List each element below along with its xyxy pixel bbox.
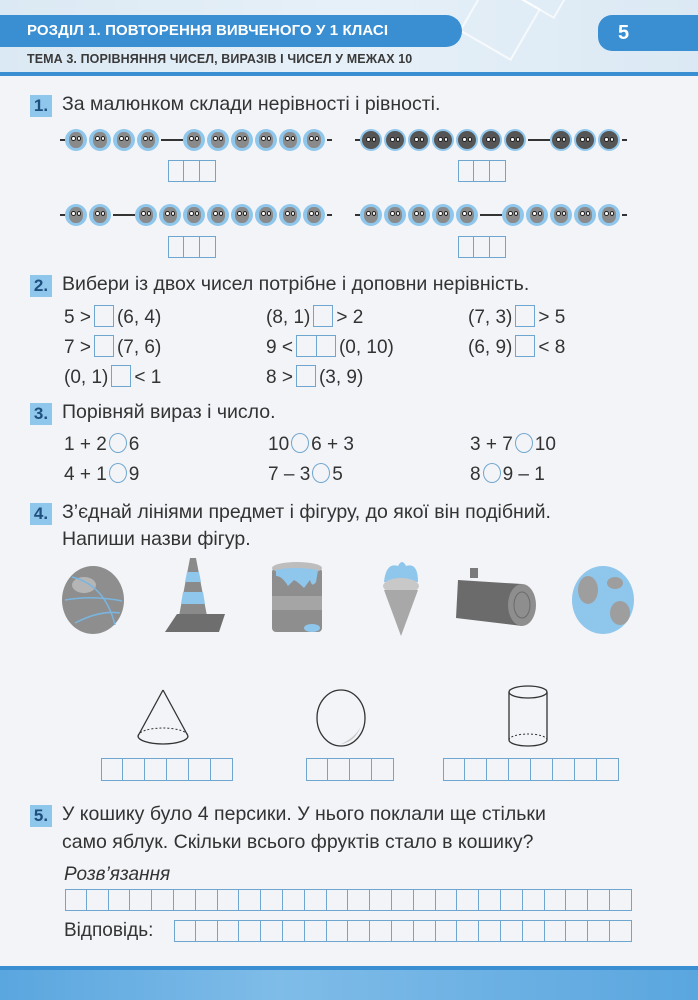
log-icon[interactable] [452, 568, 542, 628]
wire [327, 214, 332, 216]
bead-icon [480, 129, 502, 151]
grid-cell[interactable] [501, 889, 523, 911]
comparison-left: 8 [470, 464, 481, 485]
grid-cell[interactable] [348, 889, 370, 911]
grid-cell[interactable] [261, 920, 283, 942]
grid-cell[interactable] [200, 160, 216, 182]
inequality-left: (7, 3) [468, 307, 513, 328]
bead-icon [65, 204, 87, 226]
inequality-right: (3, 9) [318, 367, 364, 388]
task3-instruction: Порівняй вираз і число. [62, 401, 276, 423]
task-number-badge: 5. [30, 805, 52, 827]
bead-icon [574, 204, 596, 226]
compare-circle[interactable] [312, 463, 330, 483]
bead-icon [502, 204, 524, 226]
bead-icon [526, 204, 548, 226]
grid-cell[interactable] [130, 889, 152, 911]
grid-cell[interactable] [218, 920, 240, 942]
grid-cell[interactable] [168, 160, 184, 182]
paint-can-icon[interactable] [268, 558, 328, 636]
wire [528, 139, 550, 141]
grid-cell[interactable] [174, 889, 196, 911]
bead-icon [183, 129, 205, 151]
bead-string [355, 129, 627, 151]
comparison-right: 5 [332, 464, 343, 485]
grid-cell[interactable] [184, 160, 200, 182]
compare-circle[interactable] [483, 463, 501, 483]
comparison-left: 1 + 2 [64, 434, 107, 455]
bead-icon [550, 204, 572, 226]
grid-cell[interactable] [610, 920, 632, 942]
inequality-item [64, 335, 161, 359]
bead-icon [550, 129, 572, 151]
grid-cell[interactable] [392, 889, 414, 911]
answer-cells[interactable] [458, 160, 506, 182]
grid-cell[interactable] [465, 758, 487, 781]
wire [622, 214, 627, 216]
bead-icon [598, 204, 620, 226]
comparison-right: 9 [128, 464, 140, 485]
grid-cell[interactable] [436, 889, 458, 911]
grid-cell[interactable] [545, 920, 567, 942]
solution-label: Розв’язання [64, 864, 171, 885]
task5-problem-line2: само яблук. Скільки всього фруктів стало в кошику? [62, 831, 534, 853]
inequality-left: (8, 1) [266, 307, 311, 328]
bead-icon [408, 129, 430, 151]
ice-cream-cone-icon[interactable] [376, 558, 426, 638]
grid-cell[interactable] [123, 758, 145, 781]
grid-cell[interactable] [196, 920, 218, 942]
grid-cell[interactable] [328, 758, 350, 781]
compare-circle[interactable] [291, 433, 309, 453]
compare-circle[interactable] [515, 433, 533, 453]
bead-icon [279, 129, 301, 151]
inequality-right: < 1 [134, 367, 162, 388]
answer-grid[interactable] [174, 920, 632, 942]
comparison-item [470, 433, 556, 456]
inequality-left: 7 > [64, 337, 91, 358]
bead-icon [207, 204, 229, 226]
bead-icon [159, 204, 181, 226]
bead-icon [255, 204, 277, 226]
inequality-item [266, 335, 394, 359]
sphere-name-cells[interactable] [306, 758, 394, 781]
bead-icon [89, 204, 111, 226]
grid-cell[interactable] [196, 889, 218, 911]
grid-cell[interactable] [487, 758, 509, 781]
bead-icon [231, 129, 253, 151]
grid-cell[interactable] [101, 758, 123, 781]
grid-cell[interactable] [610, 889, 632, 911]
grid-cell[interactable] [479, 889, 501, 911]
comparison-left: 3 + 7 [470, 434, 513, 455]
bead-icon [360, 204, 382, 226]
grid-cell[interactable] [370, 920, 392, 942]
grid-cell[interactable] [490, 236, 506, 258]
bead-icon [456, 129, 478, 151]
wire [327, 139, 332, 141]
comparison-right: 6 [128, 434, 140, 455]
inequality-left: 8 > [266, 367, 293, 388]
grid-cell[interactable] [239, 889, 261, 911]
task-number-badge: 4. [30, 503, 52, 525]
comparison-item [64, 433, 139, 456]
task4-instruction-line1: З’єднай лініями предмет і фігуру, до якої він подібний. [62, 501, 551, 523]
comparison-item [64, 463, 139, 486]
answer-box[interactable] [111, 365, 131, 387]
grid-cell[interactable] [87, 889, 109, 911]
grid-cell[interactable] [184, 236, 200, 258]
answer-box[interactable] [94, 305, 114, 327]
grid-cell[interactable] [458, 160, 474, 182]
cone-shape[interactable] [135, 688, 191, 750]
topic-title: ТЕМА 3. ПОРІВНЯННЯ ЧИСЕЛ, ВИРАЗІВ І ЧИСЕЛ У МЕЖАХ 10 [27, 52, 413, 66]
inequality-item [468, 335, 565, 359]
grid-cell[interactable] [370, 889, 392, 911]
inequality-left: 5 > [64, 307, 91, 328]
bead-icon [504, 129, 526, 151]
compare-circle[interactable] [109, 463, 127, 483]
cone-name-cells[interactable] [101, 758, 233, 781]
task-number-badge: 2. [30, 275, 52, 297]
grid-cell[interactable] [474, 236, 490, 258]
comparison-item [268, 433, 354, 456]
chapter-title: РОЗДІЛ 1. ПОВТОРЕННЯ ВИВЧЕНОГО У 1 КЛАСІ [0, 15, 462, 47]
bead-icon [137, 129, 159, 151]
header-divider [0, 72, 698, 76]
bead-icon [598, 129, 620, 151]
grid-cell[interactable] [200, 236, 216, 258]
grid-cell[interactable] [327, 920, 349, 942]
compare-circle[interactable] [109, 433, 127, 453]
inequality-right: > 2 [336, 307, 364, 328]
grid-cell[interactable] [523, 920, 545, 942]
comparison-item [268, 463, 343, 486]
answer-box[interactable] [313, 305, 333, 327]
answer-label: Відповідь: [64, 920, 154, 941]
grid-cell[interactable] [458, 236, 474, 258]
grid-cell[interactable] [531, 758, 553, 781]
inequality-item [266, 365, 363, 389]
inequality-right: > 5 [538, 307, 566, 328]
bead-icon [303, 129, 325, 151]
bead-icon [135, 204, 157, 226]
inequality-right: (6, 4) [116, 307, 162, 328]
answer-box[interactable] [296, 335, 336, 357]
wire [161, 139, 183, 141]
bead-icon [65, 129, 87, 151]
grid-cell[interactable] [479, 920, 501, 942]
grid-cell[interactable] [588, 920, 610, 942]
bead-string [355, 204, 627, 226]
answer-box[interactable] [515, 335, 535, 357]
grid-cell[interactable] [305, 920, 327, 942]
inequality-right: (7, 6) [116, 337, 162, 358]
bead-icon [183, 204, 205, 226]
wire [113, 214, 135, 216]
answer-cells[interactable] [458, 236, 506, 258]
page-number: 5 [598, 15, 698, 51]
grid-cell[interactable] [168, 236, 184, 258]
bead-icon [303, 204, 325, 226]
task2-instruction: Вибери із двох чисел потрібне і доповни нерівність. [62, 273, 530, 295]
grid-cell[interactable] [211, 758, 233, 781]
grid-cell[interactable] [167, 758, 189, 781]
grid-cell[interactable] [261, 889, 283, 911]
solution-grid[interactable] [65, 889, 632, 911]
inequality-right: < 8 [538, 337, 566, 358]
grid-cell[interactable] [414, 889, 436, 911]
bead-icon [231, 204, 253, 226]
grid-cell[interactable] [145, 758, 167, 781]
bead-icon [207, 129, 229, 151]
grid-cell[interactable] [597, 758, 619, 781]
grid-cell[interactable] [474, 160, 490, 182]
ball-icon[interactable] [60, 565, 126, 635]
bead-icon [279, 204, 301, 226]
globe-icon[interactable] [570, 565, 636, 635]
task-number-badge: 1. [30, 95, 52, 117]
grid-cell[interactable] [305, 889, 327, 911]
inequality-left: (6, 9) [468, 337, 513, 358]
task5-problem-line1: У кошику було 4 персики. У нього поклали ще стільки [62, 803, 546, 825]
bead-icon [432, 129, 454, 151]
grid-cell[interactable] [414, 920, 436, 942]
grid-cell[interactable] [490, 160, 506, 182]
task4-instruction-line2: Напиши назви фігур. [62, 528, 251, 550]
footer-band [0, 966, 698, 1000]
comparison-left: 7 – 3 [268, 464, 311, 485]
inequality-left: 9 < [266, 337, 293, 358]
inequality-left: (0, 1) [64, 367, 109, 388]
grid-cell[interactable] [152, 889, 174, 911]
grid-cell[interactable] [283, 889, 305, 911]
task1-instruction: За малюнком склади нерівності і рівності. [62, 93, 441, 115]
inequality-item [64, 305, 161, 329]
comparison-right: 6 + 3 [311, 434, 354, 455]
comparison-right: 9 – 1 [502, 464, 545, 485]
bead-icon [360, 129, 382, 151]
grid-cell[interactable] [350, 758, 372, 781]
grid-cell[interactable] [566, 889, 588, 911]
grid-cell[interactable] [553, 758, 575, 781]
grid-cell[interactable] [575, 758, 597, 781]
bead-icon [574, 129, 596, 151]
bead-string [60, 129, 332, 151]
grid-cell[interactable] [327, 889, 349, 911]
bead-icon [113, 129, 135, 151]
comparison-item [470, 463, 545, 486]
comparison-left: 10 [268, 434, 290, 455]
grid-cell[interactable] [218, 889, 240, 911]
grid-cell[interactable] [509, 758, 531, 781]
sphere-shape[interactable] [315, 688, 367, 748]
bead-icon [432, 204, 454, 226]
grid-cell[interactable] [65, 889, 87, 911]
grid-cell[interactable] [372, 758, 394, 781]
cylinder-name-cells[interactable] [443, 758, 619, 781]
bead-icon [255, 129, 277, 151]
grid-cell[interactable] [566, 920, 588, 942]
grid-cell[interactable] [174, 920, 196, 942]
inequality-right: (0, 10) [338, 337, 394, 358]
cylinder-shape[interactable] [506, 684, 550, 750]
grid-cell[interactable] [443, 758, 465, 781]
grid-cell[interactable] [348, 920, 370, 942]
hexagon-decoration [459, 0, 541, 61]
grid-cell[interactable] [588, 889, 610, 911]
answer-cells[interactable] [168, 236, 216, 258]
grid-cell[interactable] [523, 889, 545, 911]
grid-cell[interactable] [189, 758, 211, 781]
bead-icon [384, 204, 406, 226]
grid-cell[interactable] [545, 889, 567, 911]
comparison-right: 10 [534, 434, 556, 455]
traffic-cone-icon[interactable] [163, 556, 227, 636]
answer-box[interactable] [296, 365, 316, 387]
answer-box[interactable] [94, 335, 114, 357]
grid-cell[interactable] [457, 889, 479, 911]
answer-box[interactable] [515, 305, 535, 327]
grid-cell[interactable] [109, 889, 131, 911]
grid-cell[interactable] [239, 920, 261, 942]
bead-icon [456, 204, 478, 226]
grid-cell[interactable] [436, 920, 458, 942]
bead-icon [89, 129, 111, 151]
bead-string [60, 204, 332, 226]
bead-icon [384, 129, 406, 151]
grid-cell[interactable] [501, 920, 523, 942]
grid-cell[interactable] [457, 920, 479, 942]
wire [480, 214, 502, 216]
grid-cell[interactable] [283, 920, 305, 942]
answer-cells[interactable] [168, 160, 216, 182]
bead-icon [408, 204, 430, 226]
inequality-item [64, 365, 161, 389]
grid-cell[interactable] [306, 758, 328, 781]
inequality-item [266, 305, 363, 329]
inequality-item [468, 305, 565, 329]
grid-cell[interactable] [392, 920, 414, 942]
comparison-left: 4 + 1 [64, 464, 107, 485]
task-number-badge: 3. [30, 403, 52, 425]
wire [622, 139, 627, 141]
